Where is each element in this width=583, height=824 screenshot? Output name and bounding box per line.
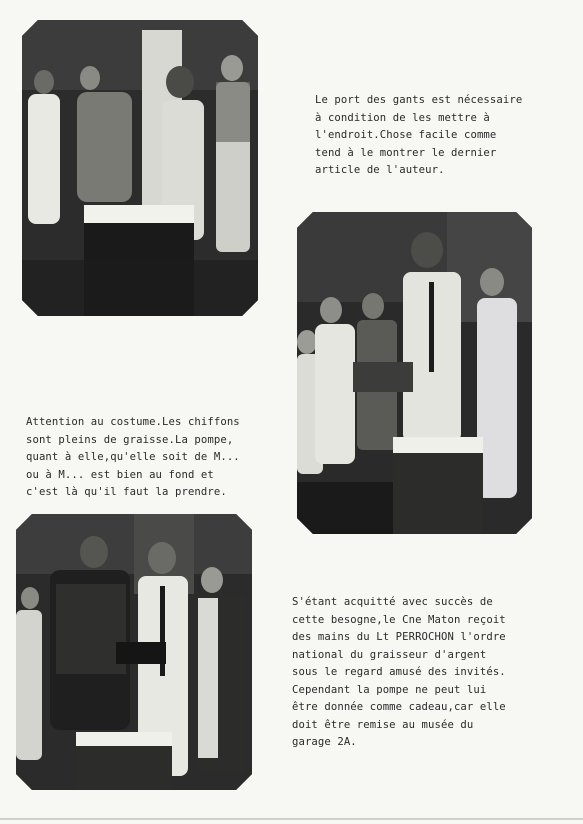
photo-gloves-demonstration xyxy=(22,20,258,316)
caption-costume: Attention au costume.Les chiffons sont pleins de graisse.La pompe, quant à elle,qu'elle soit de M... ou à M... est bien au fond et c'est là qu'il faut la prendre. xyxy=(26,416,240,498)
page-bottom-edge xyxy=(0,818,583,820)
photo-award-ceremony xyxy=(16,514,252,790)
caption-award: S'étant acquitté avec succès de cette besogne,le Cne Maton reçoit des mains du Lt PERROCHON l'ordre national du graisseur d'argent sous le regard amusé des invités. Cependant la pompe ne peut lui être donnée comme cadeau,car elle doit être remise au musée du garage 2A. xyxy=(292,596,506,748)
photo-pump-retrieval xyxy=(297,212,532,534)
caption-gloves: Le port des gants est nécessaire à condition de les mettre à l'endroit.Chose facile comme tend à le montrer le dernier article de l'auteur. xyxy=(315,94,523,176)
